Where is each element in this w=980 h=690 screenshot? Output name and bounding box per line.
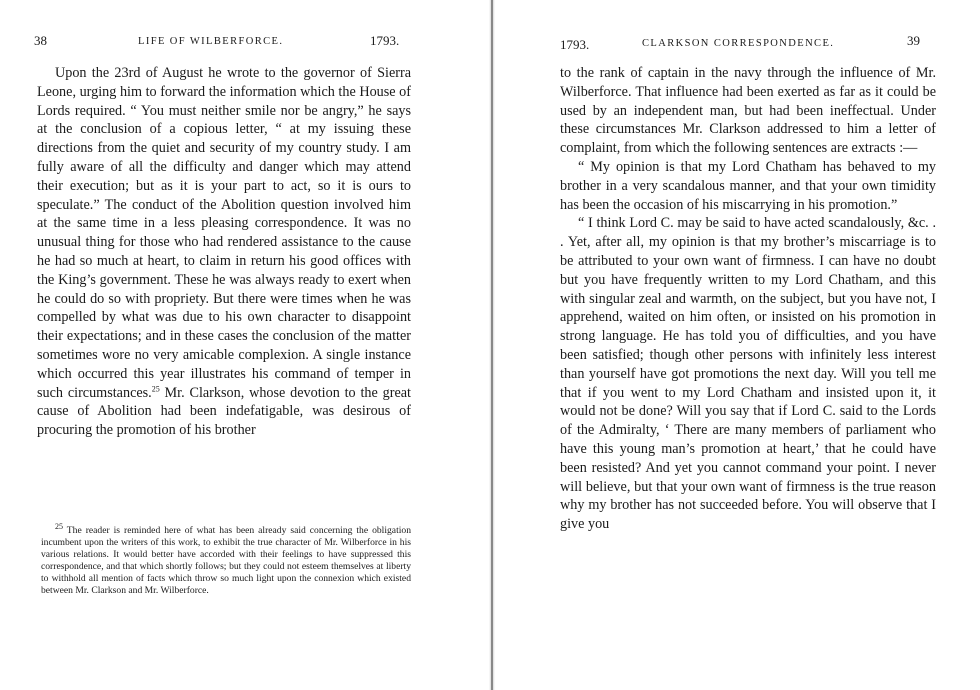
body-text: [37, 64, 411, 440]
book-gutter: [489, 0, 495, 690]
paragraph-text-continued: Mr. Clarkson, whose devotion to the great cause of Abolition had been indefatigable, was desirous of procuring the promotion of his brother: [37, 384, 411, 439]
body-text: [560, 64, 936, 534]
footnote-marker: 25: [151, 383, 160, 393]
page-number: 39: [907, 33, 920, 48]
left-page: [0, 0, 488, 690]
running-head: CLARKSON CORRESPONDENCE.: [642, 38, 835, 49]
footnote: [41, 521, 411, 597]
paragraph: [37, 64, 411, 440]
page-year: 1793.: [560, 37, 590, 52]
paragraph: “ My opinion is that my Lord Chatham has behaved to my brother in a very scandalous manner, and that your own timidity has been the occasion of his miscarrying in his promotion.”: [560, 158, 936, 213]
page-year: 1793.: [370, 33, 400, 48]
footnote-text: The reader is reminded here of what has been already said concerning the obligation incumbent upon the writers of this work, to exhibit the true character of Mr. Wilberforce in his various relations. It would better have accorded with their feelings to have suppressed this correspondence, and that which shortly follows; but they could not esteem themselves at liberty to withhold all mention of facts which throw so much light upon the connexion which existed between Mr. Clarkson and Mr. Wilberforce.: [41, 525, 411, 596]
footnote-number: 25: [55, 521, 63, 531]
right-page: [496, 0, 980, 690]
page-number: 38: [34, 33, 47, 48]
running-head: LIFE OF WILBERFORCE.: [138, 36, 284, 47]
footnote-paragraph: [41, 521, 411, 597]
paragraph-text: Upon the 23rd of August he wrote to the governor of Sierra Leone, urging him to forward the information which the House of Lords required. “ You must neither smile nor be angry,” he says at the conclusion of a copious letter, “ at my issuing these directions from the quiet and security of my country study. I am fully aware of all the difficulty and danger which may attend their execution; but as it is your part to act, so it is ours to speculate.” The conduct of the Abolition question involved him at the same time in a less pleasing correspondence. It was no unusual thing for those who had rendered assistance to the cause he had so much at heart, to claim in return his good offices with the King’s government. These he was always ready to exert when he could do so with propriety. But there were times when he was compelled by what was due to his own character to disappoint their expectations; and in these cases the conclusion of the matter sometimes wore no very amicable complexion. A single instance which occurred this year illustrates his command of temper in such circumstances.: [37, 65, 411, 401]
paragraph: to the rank of captain in the navy through the influence of Mr. Wilberforce. That influence had been exerted as far as it could be used by an independent man, but had been ineffectual. Under these circumstances Mr. Clarkson addressed to him a letter of complaint, from which the following sentences are extracts :—: [560, 65, 936, 157]
paragraph: “ I think Lord C. may be said to have acted scandalously, &c. . . Yet, after all, my opinion is that my brother’s miscarriage is to be attributed to your own want of firmness. I can have no doubt but you have frequently written to my Lord Chatham, and this with singular zeal and warmth, on the subject, but you have not, I apprehend, waited on him often, or insisted on his promotion in strong language. He has told you of difficulties, and you have been satisfied; though other persons with infinitely less interest than yourself have got promotions the next day. Will you tell me that if you went to my Lord Chatham and insisted upon it, it would not be done? Will you say that if Lord C. said to the Lords of the Admiralty, ‘ There are many members of parliament who have this young man’s promotion at heart,’ that he could have been resisted? And yet you cannot command your point. I never will believe, but that your own want of firmness is the true reason why my brother has not succeeded before. You will observe that I give you: [560, 215, 936, 533]
